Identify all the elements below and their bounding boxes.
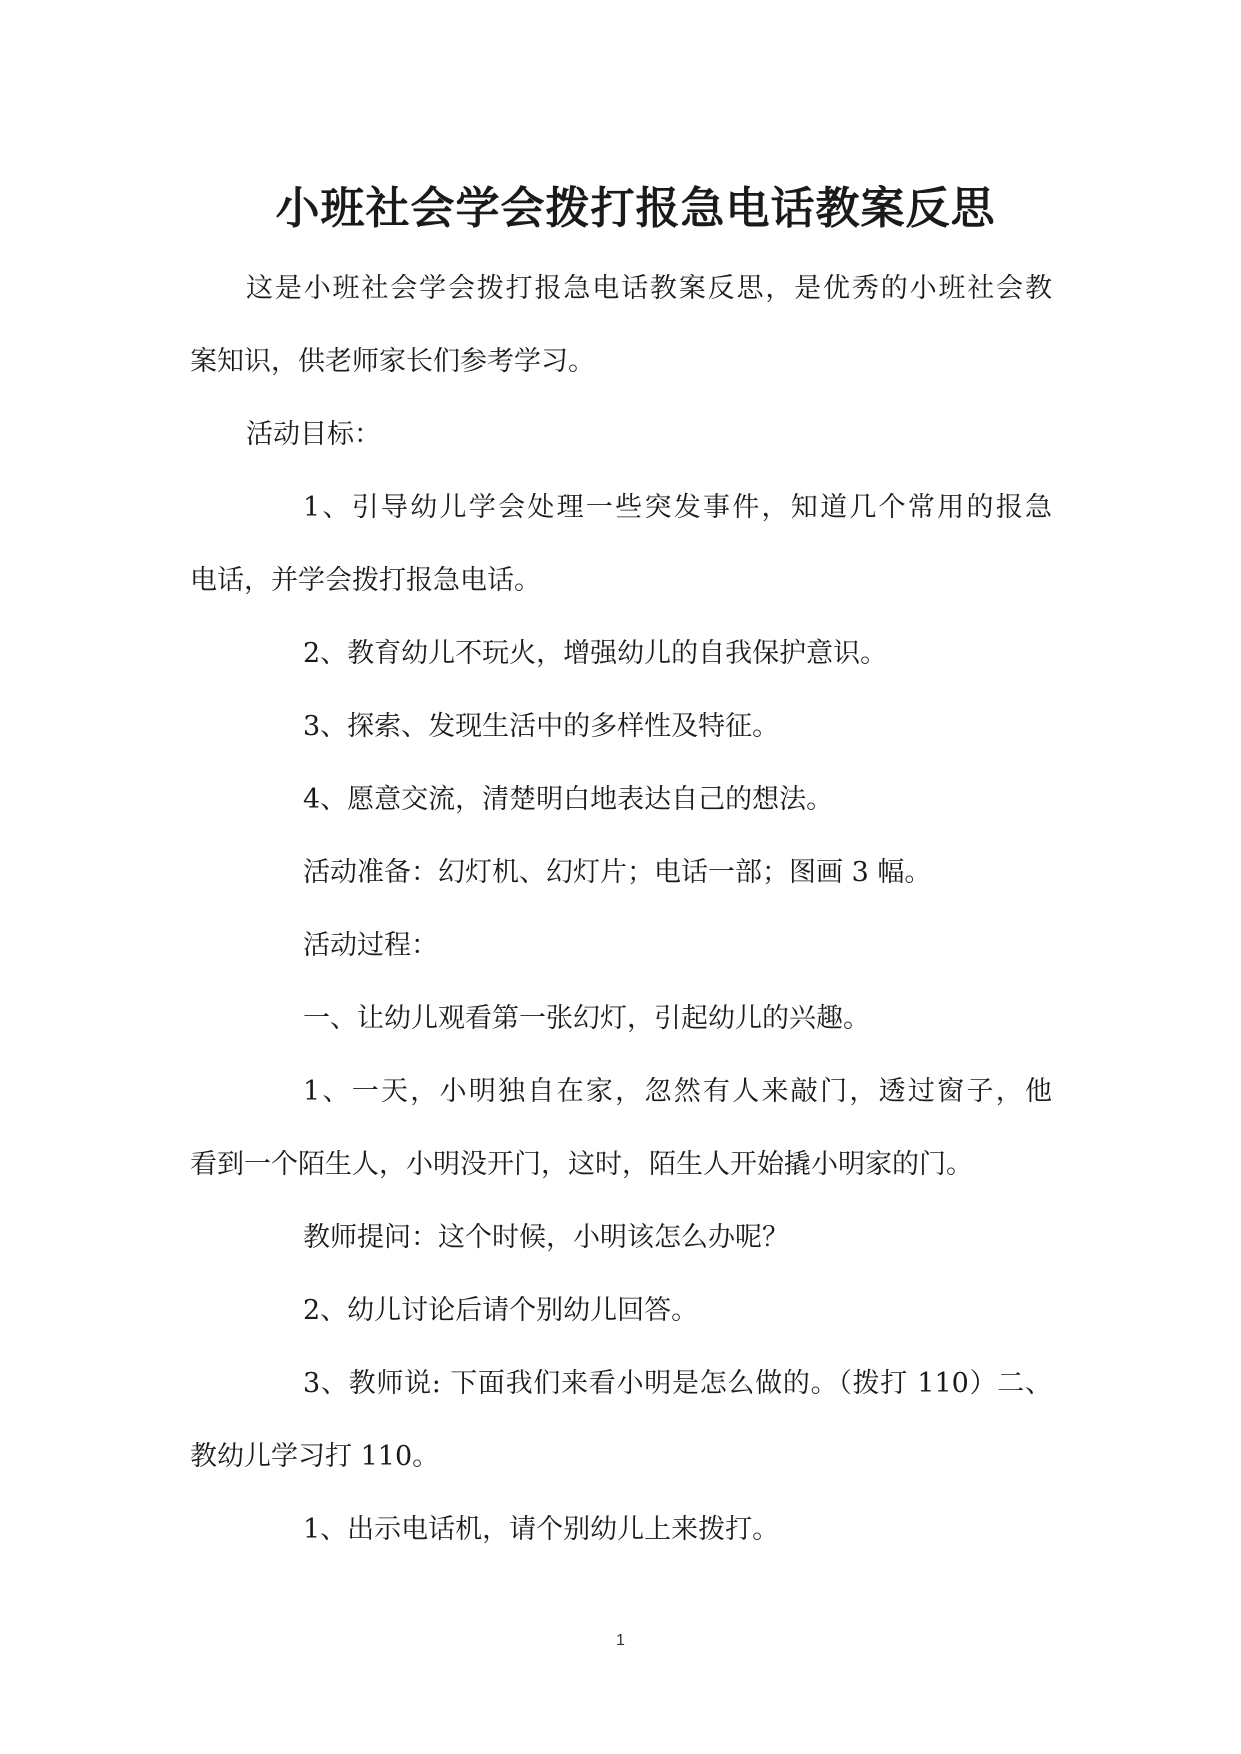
process-step-1-1	[190, 1055, 1052, 1201]
process-step-1-3	[190, 1347, 1052, 1493]
goal-heading: 活动目标：	[246, 419, 381, 450]
intro-paragraph	[190, 252, 1052, 398]
intro-line-2: 案知识，供老师家长们参考学习。	[190, 346, 595, 377]
goal-item-2: 2、教育幼儿不玩火，增强幼儿的自我保护意识。	[303, 638, 888, 669]
intro-line-1: 这是小班社会学会拨打报急电话教案反思，是优秀的小班社会教	[246, 273, 1052, 304]
process-step-1-3-line-2: 教幼儿学习打 110。	[190, 1441, 440, 1472]
goal-item-1-line-1: 1、引导幼儿学会处理一些突发事件，知道几个常用的报急	[303, 492, 1052, 523]
goal-item-1-line-2: 电话，并学会拨打报急电话。	[190, 565, 541, 596]
teacher-question: 教师提问：这个时候，小明该怎么办呢？	[303, 1222, 789, 1253]
preparation-line: 活动准备：幻灯机、幻灯片；电话一部；图画 3 幅。	[303, 857, 932, 888]
process-step-1-1-line-2: 看到一个陌生人，小明没开门，这时，陌生人开始撬小明家的门。	[190, 1149, 973, 1180]
goal-item-3: 3、探索、发现生活中的多样性及特征。	[303, 711, 780, 742]
process-step-2-1: 1、出示电话机，请个别幼儿上来拨打。	[303, 1514, 780, 1545]
page-number: 1	[616, 1632, 625, 1649]
goal-item-4: 4、愿意交流，清楚明白地表达自己的想法。	[303, 784, 834, 815]
document-title: 小班社会学会拨打报急电话教案反思	[275, 183, 996, 235]
process-step-1-3-line-1: 3、教师说: 下面我们来看小明是怎么做的。（拨打 110）二、	[303, 1368, 1052, 1399]
process-heading: 活动过程：	[303, 930, 438, 961]
process-step-1-2: 2、幼儿讨论后请个别幼儿回答。	[303, 1295, 699, 1326]
goal-item-1	[190, 471, 1052, 617]
process-step-1-1-line-1: 1、一天，小明独自在家，忽然有人来敲门，透过窗子，他	[303, 1076, 1052, 1107]
document-body	[190, 252, 1052, 1566]
process-step-1: 一、让幼儿观看第一张幻灯，引起幼儿的兴趣。	[303, 1003, 870, 1034]
